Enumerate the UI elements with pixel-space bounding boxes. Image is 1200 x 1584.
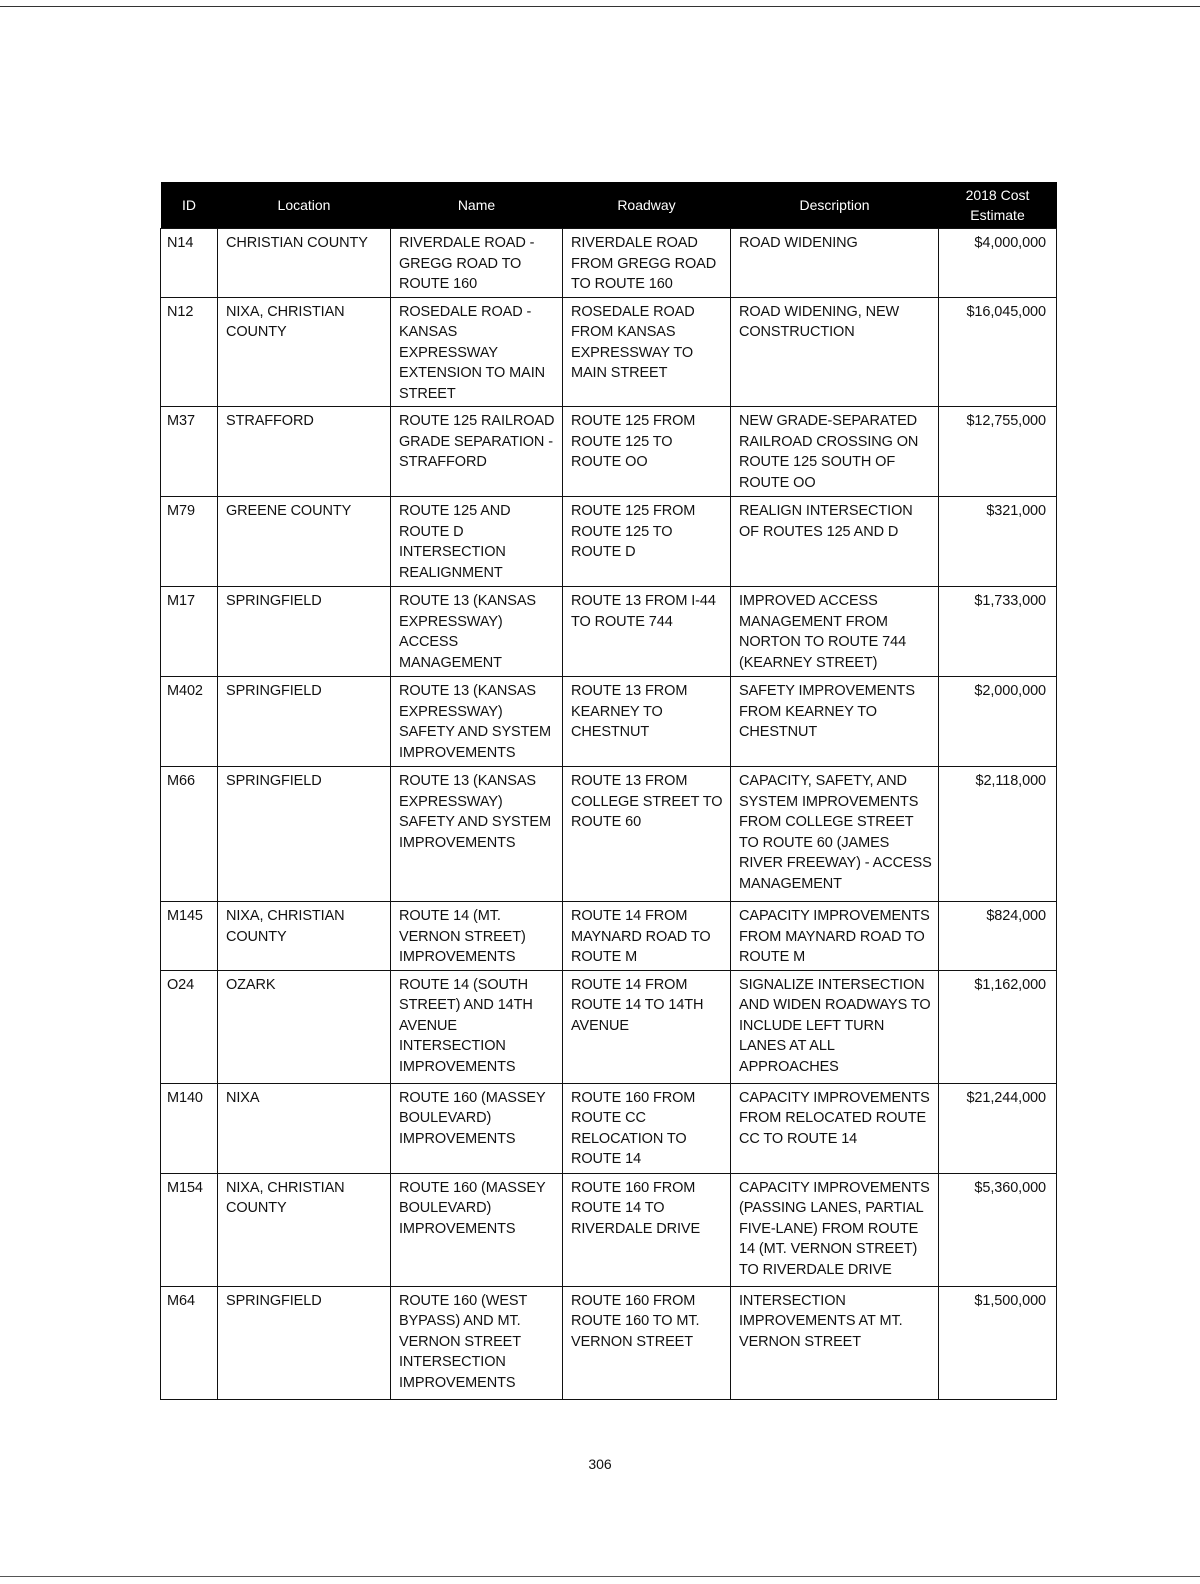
cell-roadway: ROUTE 125 FROM ROUTE 125 TO ROUTE D: [563, 497, 731, 587]
cell-roadway: ROUTE 14 FROM ROUTE 14 TO 14TH AVENUE: [563, 970, 731, 1083]
cell-location: SPRINGFIELD: [218, 1286, 391, 1399]
cell-description: ROAD WIDENING: [731, 229, 939, 298]
header-cost-line1: 2018 Cost: [965, 187, 1030, 203]
cell-location: NIXA, CHRISTIAN COUNTY: [218, 902, 391, 971]
table-row: [161, 407, 1057, 497]
cell-id: M64: [161, 1286, 218, 1399]
header-description: Description: [731, 182, 939, 229]
cell-id: N12: [161, 297, 218, 407]
header-roadway: Roadway: [563, 182, 731, 229]
header-id: ID: [161, 182, 218, 229]
cell-id: M37: [161, 407, 218, 497]
cell-id: N14: [161, 229, 218, 298]
cell-name: ROUTE 14 (MT. VERNON STREET) IMPROVEMENTS: [391, 902, 563, 971]
table-row: [161, 497, 1057, 587]
cell-name: ROUTE 13 (KANSAS EXPRESSWAY) SAFETY AND SYSTEM IMPROVEMENTS: [391, 767, 563, 902]
header-cost: [939, 182, 1057, 229]
cell-location: NIXA: [218, 1083, 391, 1173]
cell-roadway: ROUTE 160 FROM ROUTE CC RELOCATION TO ROUTE 14: [563, 1083, 731, 1173]
table-row: [161, 902, 1057, 971]
table-row: [161, 1083, 1057, 1173]
table-body: [161, 229, 1057, 1400]
cell-location: CHRISTIAN COUNTY: [218, 229, 391, 298]
page-number: 306: [588, 1456, 612, 1472]
cell-roadway: ROUTE 13 FROM I-44 TO ROUTE 744: [563, 587, 731, 677]
cell-cost: $321,000: [939, 497, 1057, 587]
cell-description: REALIGN INTERSECTION OF ROUTES 125 AND D: [731, 497, 939, 587]
cell-cost: $21,244,000: [939, 1083, 1057, 1173]
cell-cost: $2,000,000: [939, 677, 1057, 767]
cell-name: ROSEDALE ROAD - KANSAS EXPRESSWAY EXTENSION TO MAIN STREET: [391, 297, 563, 407]
cell-roadway: ROUTE 13 FROM KEARNEY TO CHESTNUT: [563, 677, 731, 767]
cell-location: SPRINGFIELD: [218, 587, 391, 677]
scan-top-rule: [0, 6, 1200, 7]
cell-roadway: ROSEDALE ROAD FROM KANSAS EXPRESSWAY TO MAIN STREET: [563, 297, 731, 407]
cell-description: INTERSECTION IMPROVEMENTS AT MT. VERNON STREET: [731, 1286, 939, 1399]
cell-description: CAPACITY IMPROVEMENTS (PASSING LANES, PARTIAL FIVE-LANE) FROM ROUTE 14 (MT. VERNON STREET) TO RIVERDALE DRIVE: [731, 1173, 939, 1286]
table-row: [161, 297, 1057, 407]
header-cost-line2: Estimate: [970, 207, 1025, 223]
cell-description: ROAD WIDENING, NEW CONSTRUCTION: [731, 297, 939, 407]
cell-name: ROUTE 13 (KANSAS EXPRESSWAY) SAFETY AND SYSTEM IMPROVEMENTS: [391, 677, 563, 767]
cell-id: M402: [161, 677, 218, 767]
cell-cost: $824,000: [939, 902, 1057, 971]
cell-id: M154: [161, 1173, 218, 1286]
cell-cost: $1,162,000: [939, 970, 1057, 1083]
table-row: [161, 587, 1057, 677]
table-row: [161, 1286, 1057, 1399]
cell-name: ROUTE 14 (SOUTH STREET) AND 14TH AVENUE INTERSECTION IMPROVEMENTS: [391, 970, 563, 1083]
cell-description: IMPROVED ACCESS MANAGEMENT FROM NORTON TO ROUTE 744 (KEARNEY STREET): [731, 587, 939, 677]
cell-roadway: ROUTE 160 FROM ROUTE 160 TO MT. VERNON STREET: [563, 1286, 731, 1399]
cell-name: ROUTE 160 (MASSEY BOULEVARD) IMPROVEMENTS: [391, 1083, 563, 1173]
header-location: Location: [218, 182, 391, 229]
cell-cost: $12,755,000: [939, 407, 1057, 497]
cell-cost: $16,045,000: [939, 297, 1057, 407]
cell-description: SAFETY IMPROVEMENTS FROM KEARNEY TO CHESTNUT: [731, 677, 939, 767]
cell-name: ROUTE 160 (WEST BYPASS) AND MT. VERNON STREET INTERSECTION IMPROVEMENTS: [391, 1286, 563, 1399]
cell-location: GREENE COUNTY: [218, 497, 391, 587]
cell-id: M140: [161, 1083, 218, 1173]
cell-location: NIXA, CHRISTIAN COUNTY: [218, 297, 391, 407]
cell-location: SPRINGFIELD: [218, 767, 391, 902]
cell-name: ROUTE 125 RAILROAD GRADE SEPARATION - STRAFFORD: [391, 407, 563, 497]
table-row: [161, 229, 1057, 298]
cell-id: M17: [161, 587, 218, 677]
cell-cost: $1,733,000: [939, 587, 1057, 677]
cell-cost: $2,118,000: [939, 767, 1057, 902]
table-row: [161, 1173, 1057, 1286]
cell-id: O24: [161, 970, 218, 1083]
cell-location: STRAFFORD: [218, 407, 391, 497]
cell-location: OZARK: [218, 970, 391, 1083]
cell-description: CAPACITY IMPROVEMENTS FROM MAYNARD ROAD TO ROUTE M: [731, 902, 939, 971]
table-row: [161, 970, 1057, 1083]
cell-description: CAPACITY, SAFETY, AND SYSTEM IMPROVEMENTS FROM COLLEGE STREET TO ROUTE 60 (JAMES RIVER FREEWAY) - ACCESS MANAGEMENT: [731, 767, 939, 902]
header-name: Name: [391, 182, 563, 229]
cell-id: M79: [161, 497, 218, 587]
cell-roadway: ROUTE 160 FROM ROUTE 14 TO RIVERDALE DRIVE: [563, 1173, 731, 1286]
cell-cost: $4,000,000: [939, 229, 1057, 298]
cell-roadway: ROUTE 14 FROM MAYNARD ROAD TO ROUTE M: [563, 902, 731, 971]
cell-roadway: RIVERDALE ROAD FROM GREGG ROAD TO ROUTE 160: [563, 229, 731, 298]
cell-name: ROUTE 125 AND ROUTE D INTERSECTION REALIGNMENT: [391, 497, 563, 587]
cell-cost: $5,360,000: [939, 1173, 1057, 1286]
cell-roadway: ROUTE 13 FROM COLLEGE STREET TO ROUTE 60: [563, 767, 731, 902]
cell-location: SPRINGFIELD: [218, 677, 391, 767]
table-row: [161, 767, 1057, 902]
cell-description: NEW GRADE-SEPARATED RAILROAD CROSSING ON ROUTE 125 SOUTH OF ROUTE OO: [731, 407, 939, 497]
cell-name: ROUTE 160 (MASSEY BOULEVARD) IMPROVEMENTS: [391, 1173, 563, 1286]
cell-description: SIGNALIZE INTERSECTION AND WIDEN ROADWAYS TO INCLUDE LEFT TURN LANES AT ALL APPROACHES: [731, 970, 939, 1083]
table-row: [161, 677, 1057, 767]
cell-id: M66: [161, 767, 218, 902]
scan-bottom-rule: [0, 1576, 1200, 1577]
cell-id: M145: [161, 902, 218, 971]
cell-name: ROUTE 13 (KANSAS EXPRESSWAY) ACCESS MANAGEMENT: [391, 587, 563, 677]
project-table: [160, 182, 1057, 1400]
cell-cost: $1,500,000: [939, 1286, 1057, 1399]
cell-roadway: ROUTE 125 FROM ROUTE 125 TO ROUTE OO: [563, 407, 731, 497]
table-header: [161, 182, 1057, 229]
cell-location: NIXA, CHRISTIAN COUNTY: [218, 1173, 391, 1286]
cell-name: RIVERDALE ROAD - GREGG ROAD TO ROUTE 160: [391, 229, 563, 298]
cell-description: CAPACITY IMPROVEMENTS FROM RELOCATED ROUTE CC TO ROUTE 14: [731, 1083, 939, 1173]
